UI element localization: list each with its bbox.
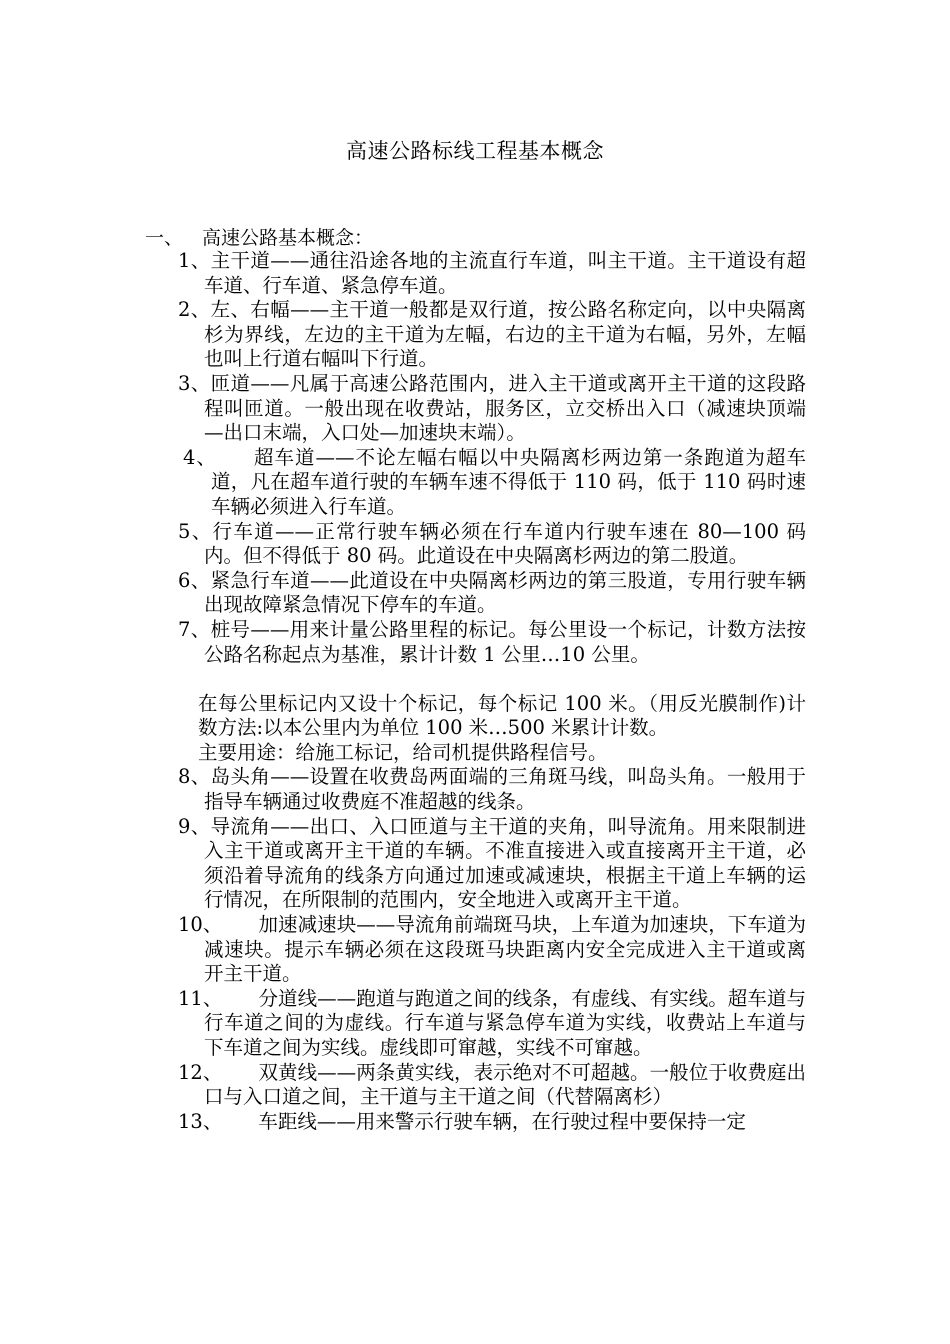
item-text: 超车道——不论左幅右幅以中央隔离杉两边第一条跑道为超车道，凡在超车道行驶的车辆车速不得低于 110 码，低于 110 码时速车辆必须进入行车道。 (211, 445, 806, 518)
list-item-4 (178, 446, 806, 520)
item-text: 主干道——通往沿途各地的主流直行车道，叫主干道。主干道设有超车道、行车道、紧急停车道。 (204, 249, 806, 297)
item-number: 5、 (178, 519, 213, 543)
item-text: 紧急行车道——此道设在中央隔离杉两边的第三股道，专用行驶车辆出现故障紧急情况下停车的车道。 (204, 568, 806, 617)
list-item-7 (178, 618, 806, 667)
item-number: 12、 (178, 1060, 223, 1084)
item-number: 6、 (178, 568, 211, 592)
list-item-12 (178, 1061, 806, 1110)
concept-list (178, 249, 806, 1134)
list-item-3 (178, 372, 806, 446)
page-title: 高速公路标线工程基本概念 (346, 139, 604, 163)
item-text: 岛头角——设置在收费岛两面端的三角斑马线，叫岛头角。一般用于指导车辆通过收费庭不准超越的线条。 (204, 765, 806, 814)
note-paragraph-1: 在每公里标记内又设十个标记，每个标记 100 米。（用反光膜制作)计数方法:以本公里内为单位 100 米…500 米累计计数。 (198, 691, 806, 740)
item-number: 8、 (178, 765, 211, 789)
blank-line (178, 667, 806, 692)
list-item-8 (178, 765, 806, 814)
item-text: 左、右幅——主干道一般都是双行道，按公路名称定向，以中央隔离杉为界线，左边的主干道为左幅，右边的主干道为右幅，另外，左幅也叫上行道右幅叫下行道。 (204, 298, 806, 371)
list-item-6 (178, 569, 806, 618)
item-number: 13、 (178, 1109, 223, 1133)
item-number: 4、 (183, 445, 217, 469)
item-number: 3、 (178, 371, 211, 395)
item-number: 7、 (178, 617, 211, 641)
list-item-9 (178, 815, 806, 913)
item-text: 匝道——凡属于高速公路范围内，进入主干道或离开主干道的这段路程叫匝道。一般出现在收费站，服务区，立交桥出入口（减速块顶端—出口末端，入口处—加速块末端）。 (204, 371, 806, 445)
list-item-13 (178, 1110, 806, 1135)
list-item-11 (178, 987, 806, 1061)
item-number: 2、 (178, 298, 211, 322)
list-item-5 (178, 520, 806, 569)
item-number: 10、 (178, 913, 223, 937)
item-number: 1、 (178, 249, 211, 272)
item-text: 车距线——用来警示行驶车辆，在行驶过程中要保持一定 (258, 1109, 746, 1133)
section-heading-text: 高速公路基本概念： (202, 227, 374, 249)
note-paragraph-2: 主要用途：给施工标记，给司机提供路程信号。 (198, 740, 608, 764)
list-item-2 (178, 298, 806, 372)
item-text: 双黄线——两条黄实线，表示绝对不可超越。一般位于收费庭出口与入口道之间，主干道与主干道之间（代替隔离杉） (204, 1060, 806, 1109)
item-text: 导流角——出口、入口匝道与主干道的夹角，叫导流角。用来限制进入主干道或离开主干道的车辆。不准直接进入或直接离开主干道，必须沿着导流角的线条方向通过加速或减速块，根据主干道上车辆的运行情况，在所限制的范围内，安全地进入或离开主干道。 (204, 814, 806, 912)
item-number: 11、 (178, 986, 223, 1010)
item-text: 加速减速块——导流角前端斑马块，上车道为加速块，下车道为减速块。提示车辆必须在这段斑马块距离内安全完成进入主干道或离开主干道。 (204, 913, 806, 986)
section-number: 一、 (145, 227, 184, 249)
item-text: 桩号——用来计量公路里程的标记。每公里设一个标记，计数方法按公路名称起点为基准，累计计数 1 公里…10 公里。 (204, 617, 806, 666)
item-text: 分道线——跑道与跑道之间的线条，有虚线、有实线。超车道与行车道之间的为虚线。行车道与紧急停车道为实线，收费站上车道与下车道之间为实线。虚线即可窜越，实线不可窜越。 (204, 986, 806, 1059)
list-item-10 (178, 913, 806, 987)
section-heading (145, 226, 373, 250)
item-text: 行车道——正常行驶车辆必须在行车道内行驶车速在 80—100 码内。但不得低于 80 码。此道设在中央隔离杉两边的第二股道。 (204, 519, 806, 568)
list-item-1 (178, 249, 806, 298)
item-number: 9、 (178, 814, 211, 838)
